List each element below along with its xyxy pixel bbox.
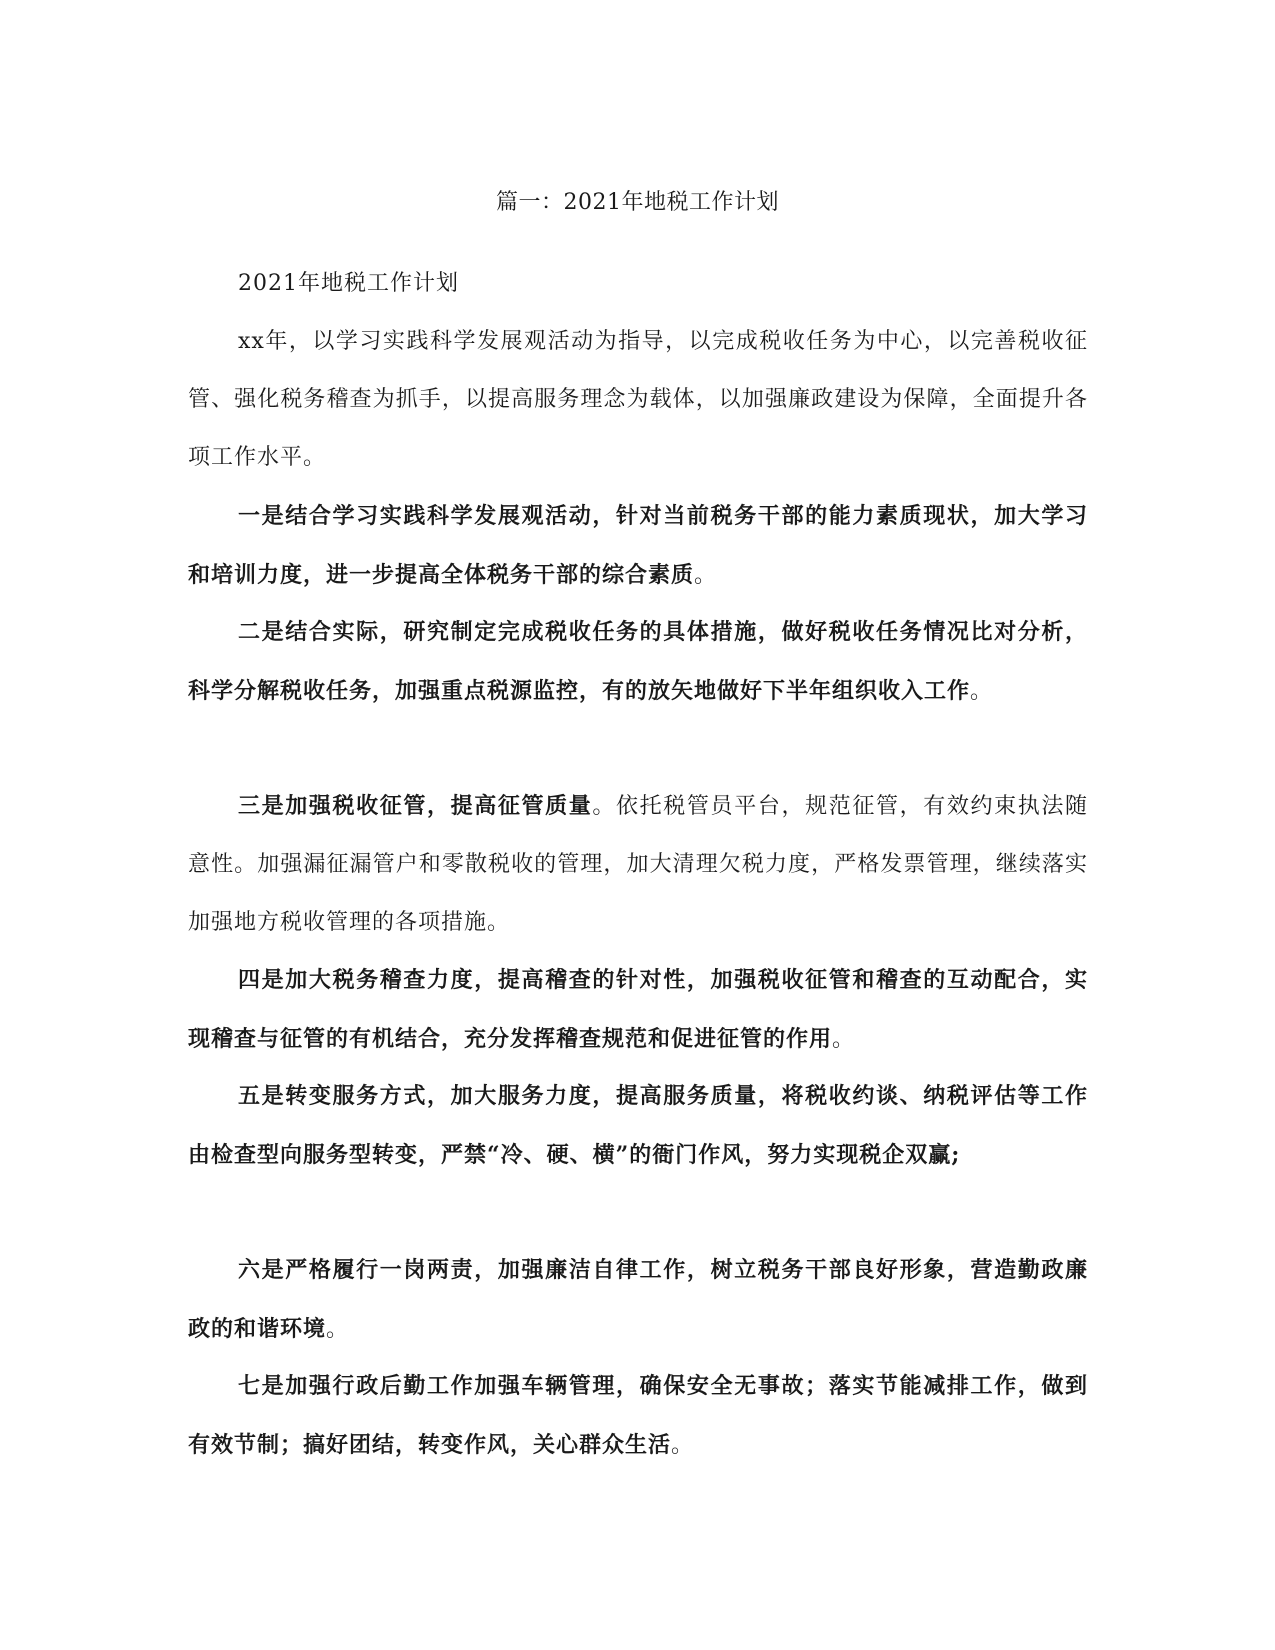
item-paragraph-6 — [188, 1241, 1088, 1359]
item-rest-3: 。依托税管员平台，规范征管，有效约束执法随意性。加强漏征漏管户和零散税收的管理，加大清理欠税力度，严格发票管理，继续落实加强地方税收管理的各项措施。 — [188, 794, 1088, 935]
item-rest-6: 。 — [326, 1317, 350, 1342]
document-title: 篇一：2021年地税工作计划 — [496, 190, 779, 215]
item-rest-2: 。 — [970, 679, 994, 704]
item-rest-7: 。 — [671, 1433, 695, 1458]
item-lead-6: 六是严格履行一岗两责，加强廉洁自律工作，树立税务干部良好形象，营造勤政廉政的和谐环境 — [188, 1257, 1088, 1342]
document-subtitle: 2021年地税工作计划 — [238, 271, 459, 296]
item-paragraph-2 — [188, 603, 1088, 721]
item-paragraph-5 — [188, 1067, 1088, 1185]
item-lead-7: 七是加强行政后勤工作加强车辆管理，确保安全无事故；落实节能减排工作，做到有效节制；搞好团结，转变作风，关心群众生活 — [188, 1373, 1088, 1458]
item-paragraph-4 — [188, 951, 1088, 1069]
item-lead-3: 三是加强税收征管，提高征管质量 — [238, 793, 593, 819]
item-rest-1: 。 — [694, 563, 718, 588]
item-rest-4: 。 — [832, 1027, 856, 1052]
item-paragraph-1 — [188, 487, 1088, 605]
item-paragraph-3 — [188, 777, 1088, 952]
item-lead-2: 二是结合实际，研究制定完成税收任务的具体措施，做好税收任务情况比对分析，科学分解税收任务，加强重点税源监控，有的放矢地做好下半年组织收入工作 — [188, 619, 1088, 704]
item-lead-5: 五是转变服务方式，加大服务力度，提高服务质量，将税收约谈、纳税评估等工作由检查型向服务型转变，严禁“冷、硬、横”的衙门作风，努力实现税企双赢; — [188, 1083, 1088, 1168]
item-lead-1: 一是结合学习实践科学发展观活动，针对当前税务干部的能力素质现状，加大学习和培训力度，进一步提高全体税务干部的综合素质 — [188, 503, 1088, 588]
item-lead-4: 四是加大税务稽查力度，提高稽查的针对性，加强税收征管和稽查的互动配合，实现稽查与征管的有机结合，充分发挥稽查规范和促进征管的作用 — [188, 967, 1088, 1052]
item-paragraph-7 — [188, 1357, 1088, 1475]
intro-paragraph: xx年，以学习实践科学发展观活动为指导，以完成税收任务为中心，以完善税收征管、强化税务稽查为抓手，以提高服务理念为载体，以加强廉政建设为保障，全面提升各项工作水平。 — [188, 329, 1088, 470]
